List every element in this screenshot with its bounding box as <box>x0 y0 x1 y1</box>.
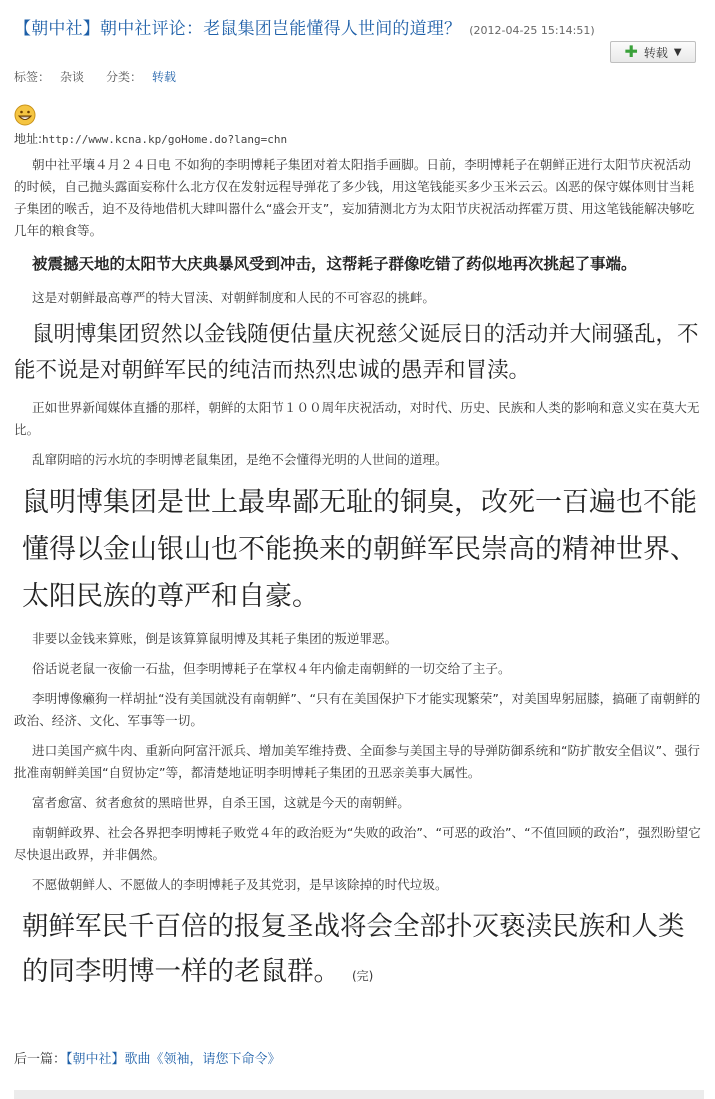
address-label: 地址: <box>14 132 43 146</box>
next-post <box>14 1048 281 1067</box>
paragraph-large: 鼠明博集团是世上最卑鄙无耻的铜臭，改死一百遍也不能懂得以金山银山也不能换来的朝鲜军民崇高的精神世界、太阳民族的尊严和自豪。 <box>22 487 697 612</box>
final-text: 朝鲜军民千百倍的报复圣战将会全部扑灭亵渎民族和人类的同李明博一样的老鼠群。 <box>22 911 685 987</box>
category-link[interactable]: 转载 <box>152 70 177 84</box>
post-title: 【朝中社】朝中社评论：老鼠集团岂能懂得人世间的道理？ <box>14 19 462 39</box>
paragraph: 正如世界新闻媒体直播的那样，朝鲜的太阳节１００周年庆祝活动，对时代、历史、民族和人类的影响和意义实在莫大无比。 <box>14 400 700 437</box>
plus-icon: ✚ <box>624 42 638 61</box>
paragraph: 李明博像癞狗一样胡扯“没有美国就没有南朝鲜”、“只有在美国保护下才能实现繁荣”，对美国卑躬屈膝，搞砸了南朝鲜的政治、经济、文化、军事等一切。 <box>14 691 701 728</box>
paragraph: 富者愈富、贫者愈贫的黑暗世界，自杀王国，这就是今天的南朝鲜。 <box>32 795 410 810</box>
reprint-label: 转载 <box>643 45 668 60</box>
paragraph: 朝中社平壤４月２４日电 不如狗的李明博耗子集团对着太阳指手画脚。日前，李明博耗子在朝鲜正进行太阳节庆祝活动的时候，自己抛头露面妄称什么北方仅在发射远程导弹花了多少钱，用这笔钱能买多少玉米云云。凶恶的保守媒体则甘当耗子集团的喉舌，迫不及待地借机大肆叫嚣什么“盛会开支”，妄加猜测北方为太阳节庆祝活动挥霍万贯、用这笔钱能解决够吃几年的粮食等。 <box>14 157 695 238</box>
category-label: 分类： <box>106 70 143 84</box>
article-body <box>14 154 702 999</box>
post-date: (2012-04-25 15:14:51) <box>469 24 595 37</box>
next-post-link[interactable]: 【朝中社】歌曲《领袖，请您下命令》 <box>66 1052 281 1067</box>
reprint-button[interactable] <box>610 41 696 63</box>
caret-down-icon: ▼ <box>673 46 682 58</box>
paragraph: 乱窜阴暗的污水坑的李明博老鼠集团，是绝不会懂得光明的人世间的道理。 <box>32 452 448 467</box>
end-mark: (完) <box>352 969 374 983</box>
paragraph: 这是对朝鲜最高尊严的特大冒渎、对朝鲜制度和人民的不可容忍的挑衅。 <box>32 290 435 305</box>
paragraph-bold: 被震撼天地的太阳节大庆典暴风受到冲击，这帮耗子群像吃错了药似地再次挑起了事端。 <box>32 255 637 273</box>
paragraph: 俗话说老鼠一夜偷一石盐，但李明博耗子在掌权４年内偷走南朝鲜的一切交给了主子。 <box>32 661 511 676</box>
footer-divider <box>14 1090 704 1099</box>
post-title-row <box>14 14 614 46</box>
paragraph-final <box>22 904 702 999</box>
grin-emoji-icon <box>14 104 36 126</box>
tag-value[interactable]: 杂谈 <box>60 70 85 84</box>
paragraph: 非要以金钱来算账，倒是该算算鼠明博及其耗子集团的叛逆罪恶。 <box>32 631 398 646</box>
paragraph: 进口美国产疯牛肉、重新向阿富汗派兵、增加美军维持费、全面参与美国主导的导弹防御系统和“防扩散安全倡议”、强行批准南朝鲜美国“自贸协定”等，都清楚地证明李明博耗子集团的丑恶亲美事大属性。 <box>14 743 700 780</box>
post-meta <box>14 68 176 85</box>
paragraph-medium: 鼠明博集团贸然以金钱随便估量庆祝慈父诞辰日的活动并大闹骚乱，不能不说是对朝鲜军民的纯洁而热烈忠诚的愚弄和冒渎。 <box>14 322 699 383</box>
address-url[interactable]: http://www.kcna.kp/goHome.do?lang=chn <box>42 133 288 146</box>
paragraph: 不愿做朝鲜人、不愿做人的李明博耗子及其党羽，是早该除掉的时代垃圾。 <box>32 877 448 892</box>
tags-label: 标签： <box>14 70 51 84</box>
paragraph: 南朝鲜政界、社会各界把李明博耗子败党４年的政治贬为“失败的政治”、“可恶的政治”、“不值回顾的政治”，强烈盼望它尽快退出政界，并非偶然。 <box>14 825 701 862</box>
source-address <box>14 130 287 147</box>
next-post-label: 后一篇： <box>14 1052 67 1067</box>
